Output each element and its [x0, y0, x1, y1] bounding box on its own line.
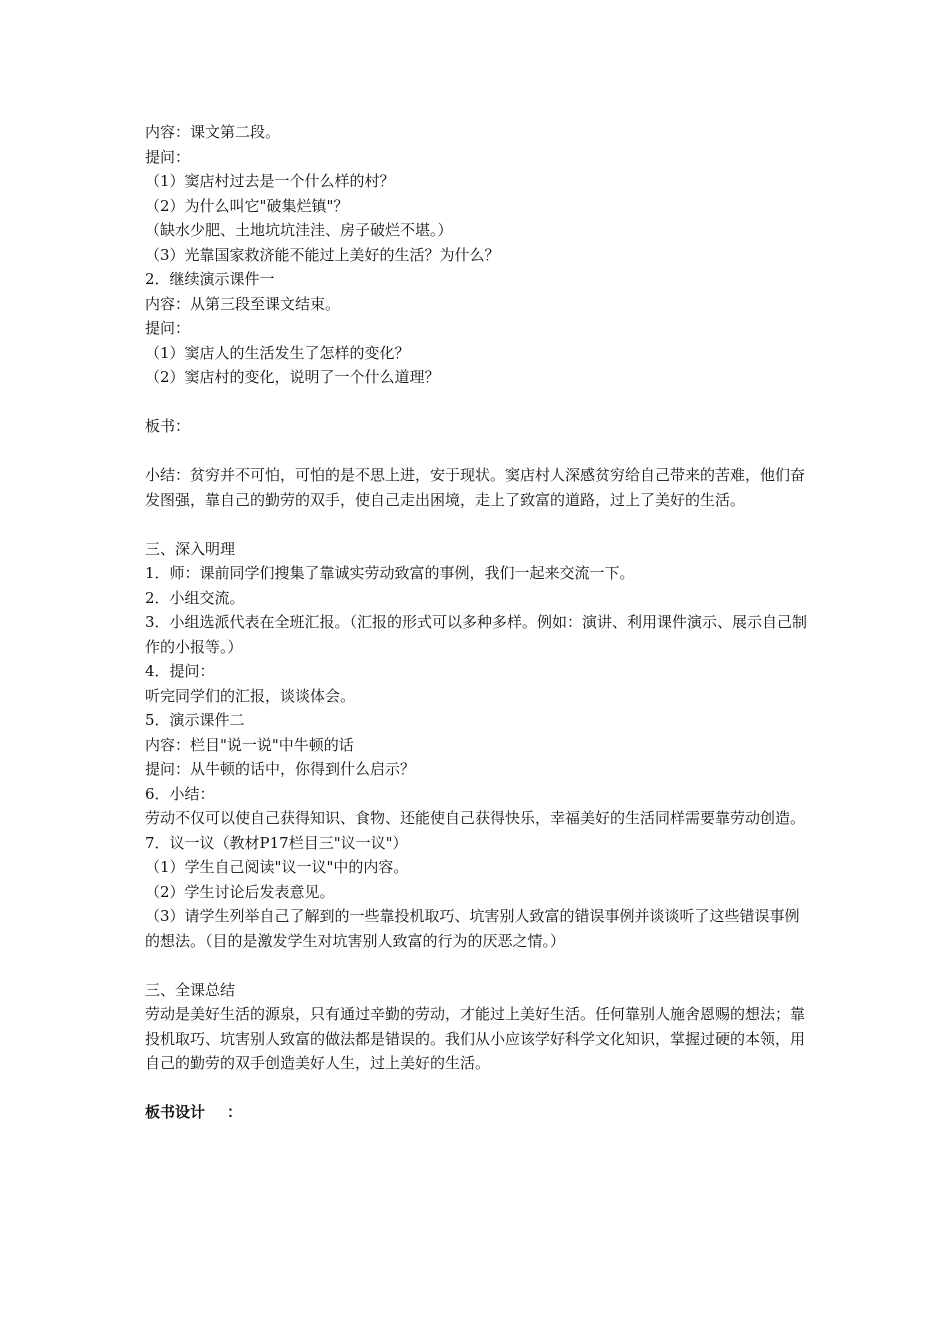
- text-line: 2．继续演示课件一: [145, 270, 275, 288]
- text-line: （3）光靠国家救济能不能过上美好的生活？为什么？: [145, 245, 500, 264]
- text-line: 5．演示课件二: [145, 711, 245, 729]
- text-line: 6．小结：: [145, 784, 215, 803]
- text-line: （2）为什么叫它"破集烂镇"？: [145, 196, 349, 215]
- section-heading: 三、深入明理: [145, 539, 236, 558]
- document-body: [145, 120, 810, 1125]
- text-line: 提问：: [145, 147, 191, 166]
- text-line: 2．小组交流。: [145, 588, 245, 607]
- text-line: 内容：课文第二段。: [145, 123, 281, 141]
- text-line: 提问：: [145, 319, 191, 337]
- blank-line: [145, 390, 810, 415]
- section-heading: 三、全课总结: [145, 980, 236, 999]
- summary-paragraph: 小结：贫穷并不可怕，可怕的是不思上进，安于现状。窦店村人深感贫穷给自己带来的苦难，他们奋发图强，靠自己的勤劳的双手，使自己走出困境，走上了致富的道路，过上了美好的生活。: [145, 466, 806, 509]
- text-line: 板书：: [145, 417, 191, 435]
- blank-line: [145, 1076, 810, 1101]
- text-line: （2）窦店村的变化，说明了一个什么道理？: [145, 368, 440, 386]
- board-design-label: 板书设计: [145, 1103, 206, 1121]
- board-design-heading: [145, 1100, 810, 1125]
- text-line: 7．议一议（教材P17栏目三"议一议"）: [145, 833, 408, 852]
- text-line: 内容：栏目"说一说"中牛顿的话: [145, 735, 354, 754]
- text-line: （1）窦店人的生活发生了怎样的变化？: [145, 343, 410, 362]
- blank-line: [145, 439, 810, 464]
- text-line: 4．提问：: [145, 662, 215, 680]
- text-line: （缺水少肥、土地坑坑洼洼、房子破烂不堪。）: [145, 221, 453, 239]
- blank-line: [145, 512, 810, 537]
- text-line: （1）窦店村过去是一个什么样的村？: [145, 172, 395, 190]
- text-paragraph: 劳动不仅可以使自己获得知识、食物、还能使自己获得快乐，幸福美好的生活同样需要靠劳动创造。: [145, 809, 806, 827]
- text-paragraph: 3．小组选派代表在全班汇报。（汇报的形式可以多种多样。例如：演讲、利用课件演示、展示自己制作的小报等。）: [145, 613, 808, 656]
- text-paragraph: （3）请学生列举自己了解到的一些靠投机取巧、坑害别人致富的错误事例并谈谈听了这些错误事例的想法。（目的是激发学生对坑害别人致富的行为的厌恶之情。）: [145, 907, 800, 950]
- text-line: （1）学生自己阅读"议一议"中的内容。: [145, 858, 409, 876]
- blank-line: [145, 953, 810, 978]
- board-design-colon: ：: [227, 1103, 243, 1121]
- text-line: （2）学生讨论后发表意见。: [145, 882, 335, 901]
- text-line: 提问：从牛顿的话中，你得到什么启示？: [145, 760, 416, 778]
- text-line: 听完同学们的汇报，谈谈体会。: [145, 686, 356, 705]
- text-line: 1．师：课前同学们搜集了靠诚实劳动致富的事例，我们一起来交流一下。: [145, 564, 635, 582]
- conclusion-paragraph: 劳动是美好生活的源泉，只有通过辛勤的劳动，才能过上美好生活。任何靠别人施舍恩赐的想法；靠投机取巧、坑害别人致富的做法都是错误的。我们从小应该学好科学文化知识，掌握过硬的本领，用自己的勤劳的双手创造美好人生，过上美好的生活。: [145, 1005, 806, 1072]
- text-line: 内容：从第三段至课文结束。: [145, 294, 341, 313]
